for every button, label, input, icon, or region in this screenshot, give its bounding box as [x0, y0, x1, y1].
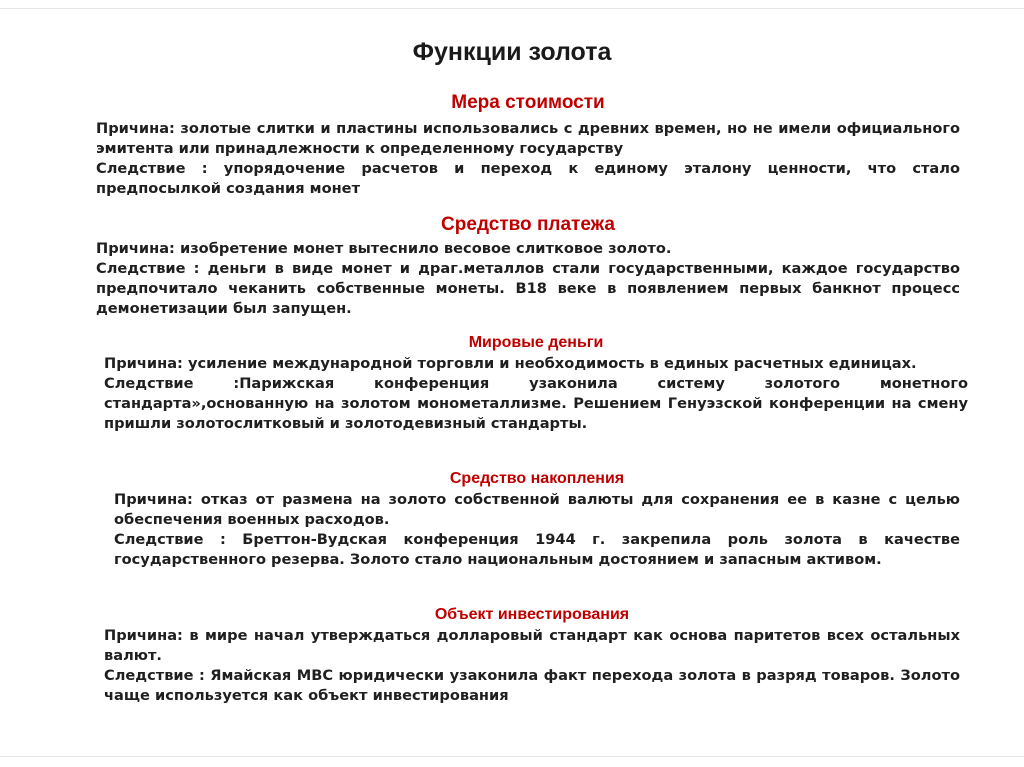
section-cause-text: Причина: золотые слитки и пластины использовались с древних времен, но не имели официального эмитента или принадлежности к определенному государству: [96, 119, 960, 157]
section-title: Мера стоимости: [451, 92, 605, 113]
section-investment-object: [104, 605, 960, 706]
section-title: Мировые деньги: [468, 334, 604, 351]
slide-bottom-border: [0, 756, 1024, 767]
page-title: Функции золота: [412, 38, 612, 66]
slide-top-border: [0, 0, 1024, 9]
section-world-money: [104, 333, 968, 434]
section-measure-of-value: [96, 92, 960, 199]
section-store-of-value: [114, 469, 960, 570]
section-effect-text: Следствие :Парижская конференция узаконила систему золотого монетного стандарта»,основанную на золотом монометаллизме. Решением Генуэзской конференции на смену пришли золотослитковый и золотодевизный стандарты.: [104, 375, 968, 433]
section-title: Средство платежа: [441, 214, 615, 235]
section-cause-text: Причина: изобретение монет вытеснило весовое слитковое золото.: [96, 239, 672, 257]
section-means-of-payment: [96, 214, 960, 319]
section-title: Объект инвестирования: [434, 606, 630, 623]
section-cause-text: Причина: в мире начал утверждаться долларовый стандарт как основа паритетов всех остальных валют.: [104, 627, 960, 665]
section-title: Средство накопления: [449, 470, 625, 487]
section-effect-text: Следствие : Бреттон-Вудская конференция 1944 г. закрепила роль золота в качестве государственного резерва. Золото стало национальным достоянием и запасным активом.: [114, 531, 960, 569]
section-effect-text: Следствие : деньги в виде монет и драг.металлов стали государственными, каждое государство предпочитало чеканить собственные монеты. В18 веке в появлением первых банкнот процесс демонетизации был запущен.: [96, 259, 960, 317]
section-cause-text: Причина: отказ от размена на золото собственной валюты для сохранения ее в казне с целью обеспечения военных расходов.: [114, 491, 960, 529]
section-cause-text: Причина: усиление международной торговли и необходимость в единых расчетных единицах.: [104, 355, 917, 373]
section-effect-text: Следствие : Ямайская МВС юридически узаконила факт перехода золота в разряд товаров. Золото чаще используется как объект инвестирования: [104, 667, 960, 705]
section-effect-text: Следствие : упорядочение расчетов и переход к единому эталону ценности, что стало предпосылкой создания монет: [96, 159, 960, 197]
